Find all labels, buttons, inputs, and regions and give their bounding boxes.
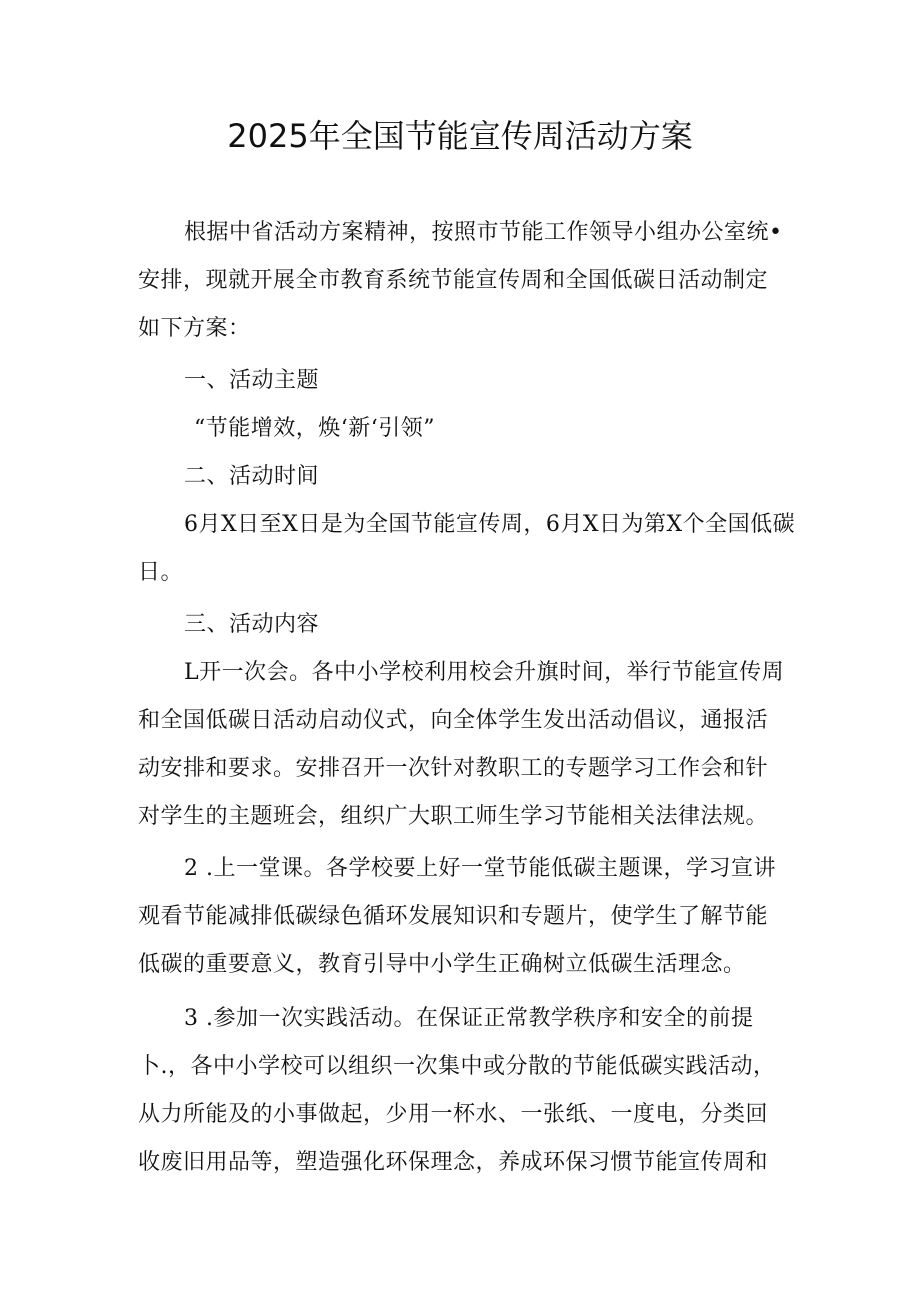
intro-paragraph <box>138 209 798 353</box>
time-line: 6月X日至X日是为全国节能宣传周，6月X日为第X个全国低碳 <box>184 512 796 537</box>
item-line: 观看节能减排低碳绿色循环发展知识和专题片，使学生了解节能 <box>138 904 769 929</box>
content-item-1 <box>138 649 798 841</box>
intro-line: 根据中省活动方案精神，按照市节能工作领导小组办公室统• <box>184 220 783 245</box>
intro-line: 如下方案： <box>138 316 251 341</box>
theme-slogan: “节能增效，焕‘新‘引领” <box>194 416 435 441</box>
content-item-3 <box>138 995 798 1187</box>
item-line: 卜.，各中小学校可以组织一次集中或分散的节能低碳实践活动， <box>138 1054 776 1079</box>
section-heading-content: 三、活动内容 <box>184 612 320 637</box>
section-heading-theme: 一、活动主题 <box>184 368 320 393</box>
time-paragraph <box>138 501 798 597</box>
item-line: 收废旧用品等，塑造强化环保理念，养成环保习惯节能宣传周和 <box>138 1150 769 1175</box>
item-line: L开一次会。各中小学校利用校会升旗时间，举行节能宣传周 <box>184 660 785 685</box>
item-line: 3 .参加一次实践活动。在保证正常教学秩序和安全的前提 <box>184 1006 754 1031</box>
intro-line: 安排，现就开展全市教育系统节能宣传周和全国低碳日活动制定 <box>138 268 769 293</box>
item-line: 和全国低碳日活动启动仪式，向全体学生发出活动倡议，通报活 <box>138 708 769 733</box>
item-line: 从力所能及的小事做起，少用一杯水、一张纸、一度电，分类回 <box>138 1102 769 1127</box>
time-line: 日。 <box>138 560 184 585</box>
content-item-2 <box>138 845 798 989</box>
item-line: 低碳的重要意义，教育引导中小学生正确树立低碳生活理念。 <box>138 952 746 977</box>
document-body <box>138 209 798 1187</box>
item-line: 动安排和要求。安排召开一次针对教职工的专题学习工作会和针 <box>138 756 769 781</box>
document-title: 2025年全国节能宣传周活动方案 <box>227 117 693 155</box>
section-heading-time: 二、活动时间 <box>184 464 320 489</box>
item-line: 对学生的主题班会，组织广大职工师生学习节能相关法律法规。 <box>138 804 769 829</box>
item-line: 2 .上一堂课。各学校要上好一堂节能低碳主题课，学习宣讲 <box>184 856 776 881</box>
